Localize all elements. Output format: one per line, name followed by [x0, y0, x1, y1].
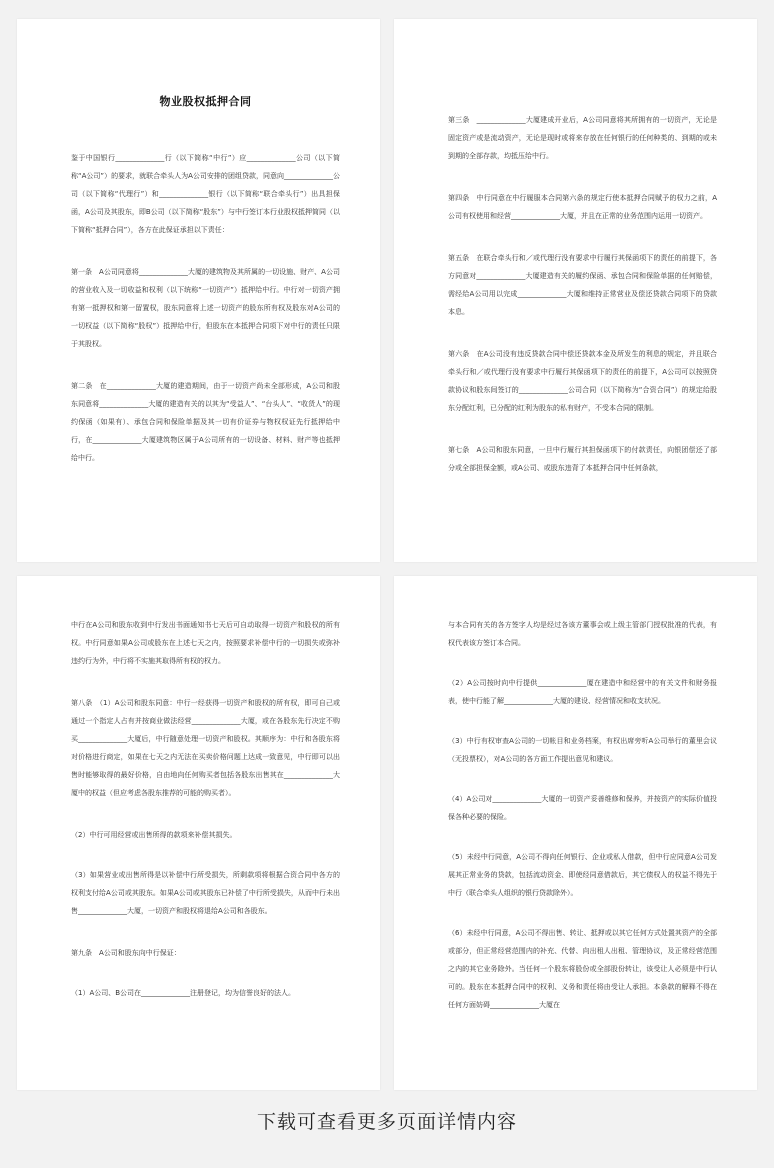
paragraph: 第八条 （1）A公司和股东同意：中行一经获得一切资产和股权的所有权，即可自己或通过一个指定人占有并按商业做法经营______________大厦，或在各股东先行决定不购买______________大厦后，中行随意处理一切资产和股权。其顺序为：中行和各股东将对价格进行商定，如果在七天之内无法在买卖价格问题上达成一致意见，中行即可以出售时能够取得的最好价格，自由地向任何购买者包括各股东出售其在______________大厦中的权益（但应考虑各股东推荐的可能的购买者）。 [71, 699, 340, 797]
paragraph: 第七条 A公司和股东同意，一旦中行履行其担保函项下的付款责任，向银团偿还了部分或全部担保金额，或A公司、或股东违背了本抵押合同中任何条款， [448, 446, 717, 472]
paragraph: （1）A公司、B公司在______________注册登记，均为信誉良好的法人。 [71, 989, 296, 997]
paragraph: （6）未经中行同意，A公司不得出售、转让、抵押或以其它任何方式处置其资产的全部或部分，但正常经营范围内的补充、代替、向出租人出租、管理协议，及正常经营范围之内的其它业务除外。当任何一个股东将股份或全部股份转让，该受让人必须是中行认可的。股东在本抵押合同中的权利、义务和责任将由受让人承担。本条款的解释不得在任何方面妨碍______________大厦在 [448, 929, 717, 1009]
paragraph: 第一条 A公司同意将______________大厦的建筑物及其所属的一切设施、财产、A公司的营业收入及一切收益和权利（以下统称“一切资产”）抵押给中行。中行对一切资产拥有第一抵押权和第一留置权，股东同意将上述一切资产的股东所有权及股东对A公司的一切权益（以下简称“股权”）抵押给中行，但股东在本抵押合同项下对中行的责任只限于其股权。 [71, 268, 340, 348]
document-page-2 [394, 19, 757, 562]
paragraph: 第六条 在A公司没有违反贷款合同中偿还贷款本金及所发生的利息的规定，并且联合牵头行和／或代理行没有要求中行履行其保函项下的责任的前提下，A公司可以按照贷款协议和股东间签订的______________公司合同（以下简称为“合资合同”）的规定给股东分配红利，已分配的红利为股东的私有财产，不受本合同的限制。 [448, 350, 717, 412]
document-page-4 [394, 576, 757, 1090]
download-more-caption[interactable]: 下载可查看更多页面详情内容 [256, 1111, 517, 1133]
document-page-3 [17, 576, 380, 1090]
paragraph: 第二条 在______________大厦的建造期间，由于一切资产尚未全部形成，A公司和股东同意将______________大厦的建造有关的以其为“受益人”、“台头人”、“收货人”的现约保函（如果有）、承包合同和保险单据及其一切有价证券与物权权证先行抵押给中行，在______________大厦建筑物区属于A公司所有的一切设备、材料、财产等也抵押给中行。 [71, 382, 340, 462]
paragraph: 鉴于中国银行______________行（以下简称“中行”）应______________公司（以下简称“A公司”）的要求，就联合牵头人为A公司安排的团组贷款，同意向______________公司（以下简称“代理行”）和______________银行（以下简称“联合牵头行”）出具担保函，A公司及其股东，即B公司（以下简称“股东”）与中行签订本行业股权抵押简同（以下简称“抵押合同”），各方在此保证承担以下责任： [71, 154, 340, 234]
paragraph: （5）未经中行同意，A公司不得向任何银行、企业或私人借款，但中行应同意A公司发展其正常业务的贷款，包括流动资金、即使经同意借款后，其它债权人的权益不得先于中行（联合牵头人组织的银行贷款除外）。 [448, 853, 717, 897]
paragraph: 第五条 在联合牵头行和／或代理行没有要求中行履行其保函项下的责任的前提下，各方同意对______________大厦建造有关的履约保函、承包合同和保险单据的任何赔偿，需经给A公司用以完成______________大厦和维持正常营业及偿还贷款合同项下的贷款本息。 [448, 254, 717, 316]
paragraph: （3）如果营业或出售所得是以补偿中行所受损失，所剩款项将根据合资合同中各方的权利支付给A公司或其股东。如果A公司或其股东已补偿了中行所受损失，从而中行未出售______________大厦，一切资产和股权将退给A公司和各股东。 [71, 871, 340, 915]
paragraph: 与本合同有关的各方签字人均是经过各该方董事会或上级主管部门授权批准的代表，有权代表该方签订本合同。 [448, 621, 717, 647]
paragraph: （3）中行有权审查A公司的一切帐目和业务档案，有权出席旁听A公司举行的董里会议（无投票权），对A公司的各方面工作提出意见和建议。 [448, 737, 717, 763]
paragraph: 中行在A公司和股东收到中行发出书面通知书七天后可自动取得一切资产和股权的所有权。中行同意如果A公司或股东在上述七天之内，按照要求补偿中行的一切损失或弥补违约行为外，中行将不实施其取得所有权的权力。 [71, 621, 340, 665]
document-page-1 [17, 19, 380, 562]
page-title: 物业股权抵押合同 [159, 95, 252, 108]
paragraph: （2）A公司按时向中行提供______________厦在建造中和经营中的有关文件和财务报表，使中行能了解______________大厦的建设、经营情况和收支状况。 [448, 679, 717, 705]
paragraph: （2）中行可用经营或出售所得的款项来补偿其损失。 [71, 831, 237, 839]
paragraph: 第九条 A公司和股东向中行保证： [71, 949, 181, 957]
paragraph: 第四条 中行同意在中行履服本合同第六条的规定行使本抵押合同赋予的权力之前，A公司有权使用和经营______________大厦，并且在正常的业务范围内运用一切资产。 [448, 194, 717, 220]
paragraph: 第三条 ______________大厦建成开业后，A公司同意将其所拥有的一切资产，无论是固定资产或是流动资产，无论是现时或将来存放在任何银行的任何种类的、到期的或未到期的全部存款，均抵压给中行。 [448, 116, 717, 160]
paragraph: （4）A公司对______________大厦的一切资产妥善维修和保养，并按资产的实际价值投保各种必要的保险。 [448, 795, 717, 821]
